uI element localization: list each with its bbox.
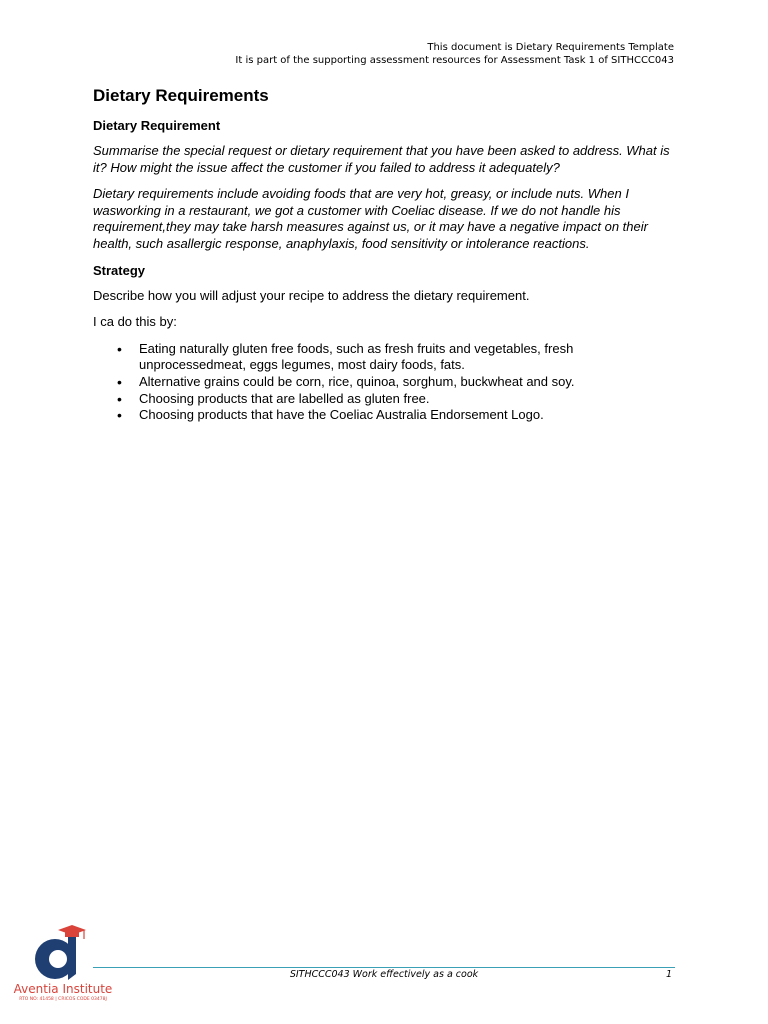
strategy-list <box>93 341 683 424</box>
footer-title: SITHCCC043 Work effectively as a cook <box>289 969 479 980</box>
header-line-1: This document is Dietary Requirements Template <box>427 42 674 53</box>
section-heading-dietary-requirement: Dietary Requirement <box>93 118 221 133</box>
section-prompt: Summarise the special request or dietary requirement that you have been asked to address. What is it? How might the issue affect the customer if you failed to address it adequately? <box>93 143 670 175</box>
document-body <box>93 86 683 424</box>
page-number: 1 <box>665 969 672 980</box>
list-item: • Choosing products that have the Coeliac Australia Endorsement Logo. <box>139 407 683 424</box>
footer-rule <box>93 967 675 968</box>
logo-subtext: RTO NO: 41458 | CRICOS CODE 03478J <box>19 997 107 1002</box>
aventia-logo <box>8 922 118 1004</box>
strategy-intro: I ca do this by: <box>93 314 177 330</box>
strategy-prompt: Describe how you will adjust your recipe to address the dietary requirement. <box>93 287 530 303</box>
logo-name: Aventia Institute <box>13 982 113 996</box>
list-item: • Alternative grains could be corn, rice, quinoa, sorghum, buckwheat and soy. <box>139 374 683 391</box>
list-item: • Choosing products that are labelled as gluten free. <box>139 391 683 408</box>
section-heading-strategy: Strategy <box>93 262 146 278</box>
document-title: Dietary Requirements <box>93 86 269 105</box>
page-header <box>235 41 674 67</box>
header-line-2: It is part of the supporting assessment resources for Assessment Task 1 of SITHCCC043 <box>235 55 674 66</box>
section-answer: Dietary requirements include avoiding foods that are very hot, greasy, or include nuts. When I wasworking in a restaurant, we got a customer with Coeliac disease. If we do not handle his requirement,they may take harsh measures against us, or it may have a negative impact on their health, such asallergic response, anaphylaxis, food sensitivity or intolerance reactions. <box>93 186 648 251</box>
list-item: • Eating naturally gluten free foods, such as fresh fruits and vegetables, fresh unprocessedmeat, eggs legumes, most dairy foods, fats. <box>139 341 683 374</box>
